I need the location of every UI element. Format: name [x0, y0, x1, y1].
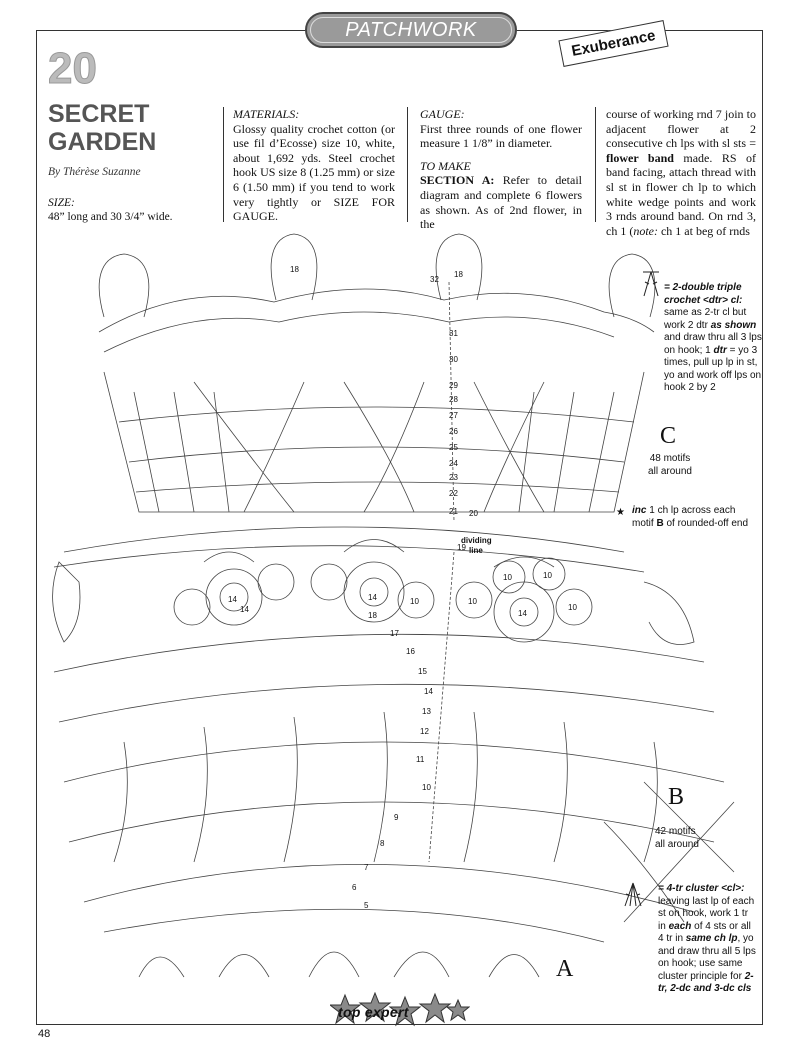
section-a-letter: A [556, 956, 574, 982]
column-divider [223, 107, 224, 222]
top-loop [99, 254, 149, 317]
side-scallop [644, 582, 694, 645]
section-b-row [59, 684, 714, 722]
materials-heading: MATERIALS: [233, 107, 300, 121]
to-make-heading: TO MAKE [420, 158, 471, 173]
motif-label: 18 [290, 265, 299, 274]
round-label: 31 [449, 329, 458, 338]
section-b-row [54, 634, 704, 672]
tr-cluster-symbol-icon [622, 880, 644, 910]
motif-label: 10 [410, 597, 419, 606]
legend-cluster-body3: , yo and draw thru all 5 lps on hook; use same cluster principle for [658, 933, 756, 982]
round-label: 15 [418, 667, 427, 676]
side-scallop [53, 562, 80, 642]
legend-cluster-each: each [668, 920, 692, 932]
inc-body: 1 ch lp across each motif [632, 505, 736, 529]
round-label: 25 [449, 443, 458, 452]
section-c-letter: C [660, 423, 677, 449]
continued-body-mid: made. RS of band facing, attach thread with sl st in flower ch lp to which white wedge points and work 3 rnds around band. On rnd 3, ch 1 ( [606, 150, 756, 238]
column-divider [407, 107, 408, 222]
flower-petal [174, 589, 210, 625]
section-b-fans [114, 712, 657, 862]
section-c-motifs: 48 motifs [649, 453, 691, 464]
size-value: 48” long and 30 3/4” wide. [48, 211, 173, 223]
round-label: 20 [469, 509, 478, 518]
dividing-line-label: line [469, 546, 483, 555]
gauge-body: First three rounds of one flower measure 1 1/8” in diameter. [420, 121, 582, 151]
legend-dtr-as-shown: as shown [710, 319, 757, 331]
inc-note [618, 505, 758, 530]
legend-cluster-title: = 4-tr cluster <cl>: [658, 883, 745, 894]
top-edge [99, 289, 654, 332]
title-line-1: SECRET [48, 100, 150, 128]
round-label: 27 [449, 411, 458, 420]
gauge-column [420, 107, 582, 232]
round-label: 10 [422, 783, 431, 792]
legend-cluster-same: same ch lp [685, 933, 738, 944]
section-b-count [655, 826, 715, 851]
title-line-2: GARDEN [48, 128, 157, 156]
round-label: 22 [449, 489, 458, 498]
section-b-row [84, 864, 694, 912]
legend-cluster [658, 883, 758, 996]
legend-dtr-term: dtr [713, 344, 727, 356]
materials-body: Glossy quality crochet cotton (or use fil d’Ecosse) size 10, white, about 1,692 yds. Steel crochet hook US size 8 (1.25 mm) or size 6 (1.50 mm) if you tend to work very tightly or SIZE FOR GAUGE. [233, 121, 395, 224]
section-c-rows [119, 407, 634, 492]
round-label: 7 [364, 863, 369, 872]
flower-band-term: flower band [606, 150, 674, 165]
section-a-edge [104, 909, 604, 942]
section-banner [305, 12, 517, 48]
round-label: 24 [449, 459, 458, 468]
flower-petal [258, 564, 294, 600]
round-label: 12 [420, 727, 429, 736]
size-heading: SIZE: [48, 197, 75, 209]
crochet-diagram [44, 222, 764, 992]
dividing-band [64, 527, 624, 552]
round-label: 18 [368, 611, 377, 620]
dividing-band-row [54, 546, 644, 572]
round-label: 13 [422, 707, 431, 716]
section-b-row [64, 742, 724, 782]
round-label: 8 [380, 839, 385, 848]
column-divider [595, 107, 596, 222]
inc-term: inc [632, 505, 647, 516]
materials-column [233, 107, 395, 224]
round-label: 30 [449, 355, 458, 364]
section-a-arches [139, 952, 539, 977]
legend-dtr-title: = 2-double triple crochet <dtr> cl: [664, 282, 743, 306]
motif-label: 14 [240, 605, 249, 614]
gauge-heading: GAUGE: [420, 107, 465, 121]
section-c-count [645, 453, 695, 478]
page-number: 48 [38, 1028, 51, 1040]
category-tag: Exuberance [558, 20, 668, 67]
section-a-label: SECTION A: [420, 173, 495, 188]
section-a-body: Refer to detail diagram and complete 6 flowers as shown. As of 2nd flower, in the [420, 173, 583, 232]
round-label: 14 [424, 687, 433, 696]
section-b-motifs: 42 motifs [655, 826, 696, 837]
motif-label: 14 [368, 593, 377, 602]
motif-label: 18 [454, 270, 463, 279]
round-label: 5 [364, 901, 369, 910]
round-label: 19 [457, 543, 466, 552]
section-b-letter: B [668, 784, 685, 810]
round-label: 28 [449, 395, 458, 404]
legend-cluster-tail: 2-tr, 2-dc and 3-dc cls [658, 970, 754, 994]
section-b-around: all around [655, 838, 699, 850]
author: By Thérèse Suzanne [48, 166, 141, 178]
round-label: 17 [390, 629, 399, 638]
dtr-cluster-symbol-icon [640, 270, 662, 300]
legend-dtr [664, 282, 764, 395]
legend-cluster-body1: leaving last lp of each st on hook, work 1 tr in [658, 895, 755, 932]
round-label: 23 [449, 473, 458, 482]
motif-label: 10 [543, 571, 552, 580]
pattern-title [48, 100, 156, 156]
legend-dtr-body2: and draw thru all 3 lps on hook; 1 [664, 332, 762, 356]
section-c-outline [104, 372, 644, 512]
legend-dtr-body1: same as 2-tr cl but work 2 dtr [664, 307, 747, 331]
logo-text: top expert [338, 1004, 409, 1020]
section-c-around: all around [648, 465, 692, 477]
motif-label: 10 [568, 603, 577, 612]
inc-tail: of rounded-off end [666, 517, 749, 529]
top-edge-row [104, 312, 614, 352]
round-label: 32 [430, 275, 439, 284]
flower-petal [311, 564, 347, 600]
round-label: 11 [416, 755, 425, 764]
dividing-line-label: dividing [461, 536, 492, 545]
round-label: 6 [352, 883, 357, 892]
round-marker-line [429, 282, 454, 862]
star-icon: ★ [616, 507, 625, 518]
round-label: 29 [449, 381, 458, 390]
motif-label: 14 [228, 595, 237, 604]
note-term: note: [633, 223, 658, 238]
round-label: 9 [394, 813, 399, 822]
motif-label: 10 [468, 597, 477, 606]
legend-dtr-body3: = yo 3 times, pull up lp in st, yo and work off lps on hook 2 by 2 [664, 344, 762, 393]
motif-label: 14 [518, 609, 527, 618]
banner-label: PATCHWORK [310, 17, 512, 43]
legend-cluster-body2: of 4 sts or all 4 tr in [658, 920, 751, 944]
inc-b: B [656, 517, 664, 529]
continued-column [606, 107, 756, 238]
motif-label: 10 [503, 573, 512, 582]
round-label: 26 [449, 427, 458, 436]
pattern-number: 20 [48, 44, 97, 93]
continued-body-end: ch 1 at beg of rnds [660, 223, 750, 238]
round-label: 16 [406, 647, 415, 656]
round-label: 21 [449, 507, 458, 516]
continued-body-start: course of working rnd 7 join to adjacent flower at 2 consecutive ch lps with sl sts = [606, 107, 756, 151]
top-loop [436, 234, 482, 300]
